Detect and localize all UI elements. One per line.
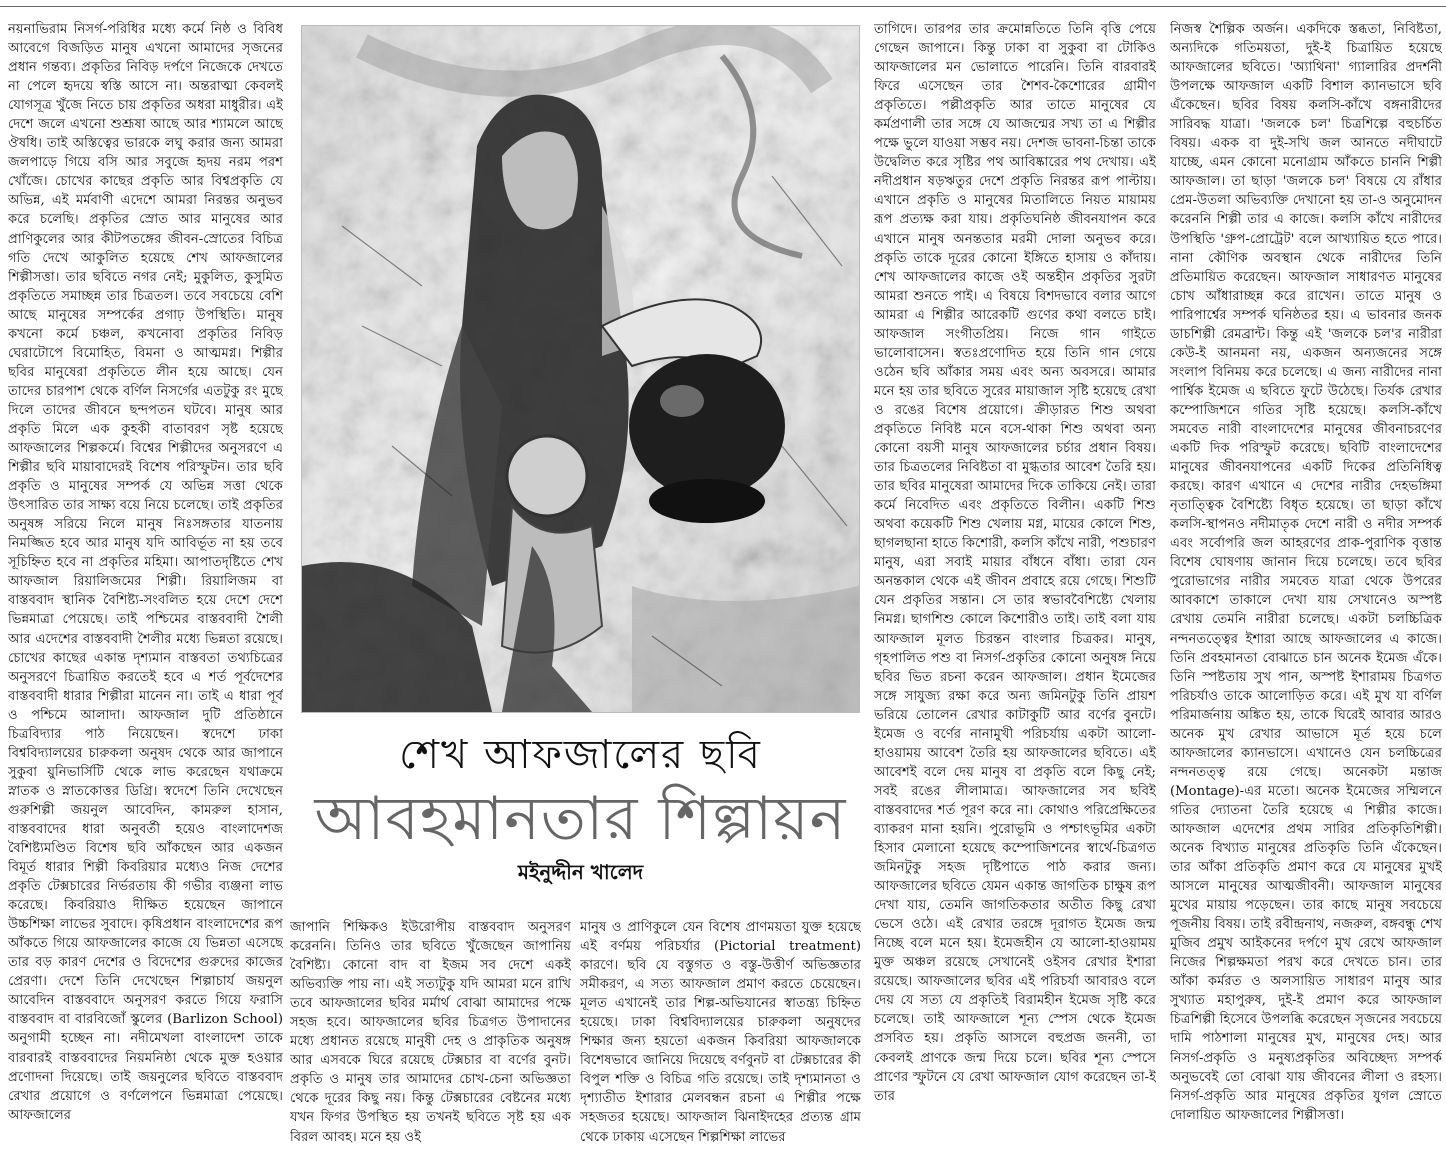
top-rule bbox=[0, 6, 1446, 7]
article-title-line-2: আবহমানতার শিল্পায়ন bbox=[314, 784, 847, 854]
article-author: মইনুদ্দীন খালেদ bbox=[517, 860, 644, 884]
article-column-3 bbox=[580, 918, 861, 1144]
painting-graphic bbox=[302, 26, 859, 712]
column-2-text: জাপানি শিক্ষিকও ইউরোপীয় বাস্তববাদ অনুসরণ করেননি। তিনিও তার ছবিতে খুঁজেছেন জাপানিয় বৈশিষ্ট্য। কোনো বাদ বা ইজম সব দেশে একই অভিব্যক্তি পায় না। এই সত্যটুকু যদি আমরা মনে রাখি তবে আফজালের ছবির মর্মার্থ বোঝা আমাদের পক্ষে সহজ হবে। আফজালের ছবির চিত্রগত উপাদানের মধ্যে প্রধানত রয়েছে মানুষী দেহ ও প্রাকৃতিক অনুষঙ্গ আর এসবকে ঘিরে রয়েছে টেক্সচার বা বর্ণের বুনট। প্রকৃতি ও মানুষ তার আমাদের চোখ-চেনা অভিজ্ঞতা থেকে দূরের কিছু নয়। কিন্তু টেক্সচারের বেষ্টনের মধ্যে যখন ফিগর উপস্থিত হয় তখনই ছবিতে সৃষ্ট হয় এক বিরল আবহ। মনে হয় ওই bbox=[290, 920, 571, 1144]
column-1-text: নয়নাভিরাম নিসর্গ-পরিধির মধ্যে কর্মে নিষ্ঠ ও বিবিধ আবেগে বিজড়িত মানুষ এখনো আমাদের সৃজনের প্রধান গন্তব্য। প্রকৃতির নিবিড় দর্পণে নিজেকে দেখতে না পেলে হৃদয়ে স্বস্তি আসে না। অন্তরাত্মা কেবলই যোগসূত্র খুঁজে নিতে চায় প্রকৃতির অধরা মাধুরীর। এই দেশে জলে এখনো শুশ্রূষা আছে আর শ্যামলে আছে ঔষধি। তাই অস্তিত্বের ভারকে লঘু করার জন্য আমরা জলপাড়ে গিয়ে বসি আর সবুজে হৃদয় নরম পরশ খোঁজে। চোখের কাছের প্রকৃতি আর বিশ্বপ্রকৃতি যে অভিন্ন, এই মর্মবাণী এদেশে আমরা নিরন্তর অনুভব করে চলেছি। প্রকৃতির স্রোত আর মানুষের আর প্রাণিকুলের আর কীটপতঙ্গের জীবন-স্রোতের বিচিত্র গতি দেখে আকুলিত হয়েছে শেখ আফজালের শিল্পীসত্তা। তার ছবিতে নগর নেই; মুকুলিত, কুসুমিত প্রকৃতিতে সমাচ্ছন্ন তার চিত্রতল। তবে সবচেয়ে বেশি আছে মানুষের সম্পর্কের প্রগাঢ় উপস্থিতি। মানুষ কখনো কর্মে চঞ্চল, কখনোবা প্রকৃতির নিবিড় ঘেরাটোপে বিমোহিত, বিমনা ও আত্মমগ্ন। শিল্পীর ছবির মানুষেরা প্রকৃতিতে লীন হয়ে আছে। যেন তাদের চারপাশ থেকে বর্ণিল নিসর্গের এতটুকু রং মুছে দিলে তাদের জীবনে ছন্দপতন ঘটবে। মানুষ আর প্রকৃতি মিলে এক কুহকী বাতাবরণ সৃষ্ট হয়েছে আফজালের শিল্পকর্মে। বিশ্বের শিল্পীদের অনুসরণে এ শিল্পীর ছবি মায়াবাদেরই বিশেষ পরিস্ফুটন। তার ছবি প্রকৃতি ও মানুষের সম্পর্ক যে অভিন্ন সত্তা থেকে উৎসারিত তার সাক্ষ্য বয়ে নিয়ে চলেছে। তাই প্রকৃতির অনুষঙ্গ সরিয়ে নিলে মানুষ নিঃসঙ্গতার যাতনায় নিমজ্জিত হবে আর মানুষ যদি আবির্ভূত না হয় তবে সূচিহ্নিত হবে না প্রকৃতির মহিমা। আপাতদৃষ্টিতে শেখ আফজাল রিয়ালিজমের শিল্পী। রিয়ালিজম বা বাস্তববাদ স্থানিক বৈশিষ্ট্য-সংবলিত হয়ে দেশে দেশে ভিন্নমাত্রা পেয়েছে। তাই পশ্চিমের বাস্তববাদী শৈলী আর এদেশের বাস্তববাদী শৈলীর মধ্যে ভিন্নতা রয়েছে। চোখের কাছের একান্ত দৃশ্যমান বাস্তবতা তথ্যচিত্রের অনুসরণে চিত্রায়িত করতেই হবে এ শর্ত পূর্বদেশের বাস্তববাদী ধারার শিল্পীরা মানেন না। তাই এ ধারা পূর্ব ও পশ্চিমে আলাদা। আফজাল দুটি প্রতিষ্ঠানে চিত্রবিদ্যার পাঠ নিয়েছেন। স্বদেশে ঢাকা বিশ্ববিদ্যালয়ের চারুকলা অনুষদ থেকে আর জাপানে সুকুবা য়ুনিভার্সিটি থেকে লাভ করেছেন যথাক্রমে স্নাতক ও স্নাতকোত্তর ডিগ্রি। স্বদেশে তিনি দেখেছেন গুরুশিল্পী জয়নুল আবেদিন, কামরুল হাসান, বাস্তববাদের ধারা অনুবর্তী হয়েও বাংলাদেশজ বৈশিষ্ট্যমণ্ডিত বিশেষ ছবি আঁকছেন আর একজন বিমূর্ত ধারার শিল্পী কিবরিয়ার মধ্যেও নিজ দেশের প্রকৃতি টেক্সচারের নির্ভরতায় কী গভীর ব্যঞ্জনা লাভ করেছে। কিবরিয়াও দীক্ষিত হয়েছেন জাপানে উচ্চশিক্ষা লাভের সুবাদে। কৃষিপ্রধান বাংলাদেশের রূপ আঁকতে গিয়ে আফজালের কাজে যে ভিন্নতা এসেছে তার বড় কারণ দেশের ও বিদেশের গুরুদের কাজের প্রেরণা। দেশে তিনি দেখেছেন শিল্পাচার্য জয়নুল আবেদিন বাস্তববাদে অনুসরণ করতে গিয়ে ফরাসি বাস্তববাদ বা বারবিজোঁ স্কুলের (Barlizon School) অনুগামী হচ্ছেন না। নদীমেখলা বাংলাদেশ তাকে বারবারই বাস্তববাদের নিয়মনিষ্ঠা থেকে মুক্ত হওয়ার প্রণোদনা দিয়েছে। তাই জয়নুলের ছবিতে বাস্তববাদ রেখার প্রয়োগে ও বর্ণলেপনে ভিন্নমাত্রা পেয়েছে। আফজালের bbox=[8, 22, 283, 1123]
column-5-text: নিজস্ব শৈল্পিক অর্জন। একদিকে স্তব্ধতা, নিবিষ্টতা, অন্যদিকে গতিময়তা, দুই-ই চিত্রায়িত হয়েছে আফজালের ছবিতে। 'অ্যাথিনা' গ্যালারির প্রদর্শনী উপলক্ষে আফজাল একটি বিশাল ক্যানভাসে ছবি এঁকেছেন। ছবির বিষয় কলসি-কাঁখে বঙ্গনারীদের সারিবদ্ধ যাত্রা। 'জলকে চল' চিত্রশিল্পে বহুচর্চিত বিষয়। একক বা দুই-সখি জল আনতে নদীঘাটে যাচ্ছে, এমন কোনো মনোগ্রাম আঁকতে চাননি শিল্পী আফজাল। তা ছাড়া 'জলকে চল' বিষয়ে যে রাঁধার প্রেম-উতলা অভিব্যক্তি দেখানো হয় তা-ও অনুমোদন করেননি শিল্পী তার এ কাজে। কলসি কাঁখে নারীদের উপস্থিতি 'গ্রুপ-প্রোট্রেট' বলে আখ্যায়িত হতে পারে। নানা কৌণিক অবস্থান থেকে নারীদের তিনি প্রতিমায়িত করেছেন। আফজাল সাধারণত মানুষের চোখ আঁধারাচ্ছন্ন করে রাখেন। তাতে মানুষ ও পারিপার্শ্বের সম্পর্ক ঘনিষ্ঠতর হয়। এ ভাবনার জনক ডাচশিল্পী রেমব্রান্ট। কিন্তু এই 'জলকে চল'র নারীরা কেউ-ই আনমনা নয়, একজন অন্যজনের সঙ্গে সংলাপ বিনিময় করে চলেছে। এ জন্য নারীদের নানা পার্শ্বিক ইমেজ এ ছবিতে ফুটে উঠেছে। তির্যক রেখার কম্পোজিশনে গতির সৃষ্টি হয়েছে। কলসি-কাঁখে সমবেত নারী বাংলাদেশের মানুষের জীবনাচরণের একটি দিক পরিস্ফুট করেছে। ছবিটি বাংলাদেশের মানুষের জীবনযাপনের একটি দিকের প্রতিনিধিত্ব করছে। কারণ এখানে এ দেশের নারীর দেহভঙ্গিমা নৃতাত্ত্বিক বৈশিষ্ট্যে বিধৃত হয়েছে। তা ছাড়া কাঁখে কলসি-স্থাপনও নদীমাতৃক দেশে নারী ও নদীর সম্পর্ক এবং সর্বোপরি জল আহরণের প্রাক-পুরাণিক বৃত্তান্ত বিশেষ ঘোষণায় জানান দিয়ে চলেছে। তবে ছবির পুরোভাগের নারীর সমবেত যাত্রা থেকে উপরের আবকাশে তাকালে দেখা যায় সেখানেও অস্পষ্ট রেখায় তেমনি নারীরা চলেছে। একটা চলচ্চিত্রিক নন্দনতত্ত্বের ইশারা আছে আফজালের এ কাজে। তিনি প্রবহমানতা বোঝাতে চান অনেক ইমেজ এঁকে। তিনি স্পষ্টতায় সুখ পান, অস্পষ্ট ইশারাময় চিত্রগত পরিচর্যাও তাকে আলোড়িত করে। এই মুখ যা বর্ণিল পরিমার্জনায় অঙ্কিত হয়, তাকে ঘিরেই আবার আরও অনেক মুখ রেখার আভাসে মূর্ত হয়ে চলে আফজালের ক্যানভাসে। এখানেও যেন চলচ্চিত্রের নন্দনতত্ত্ব রয়ে গেছে। অনেকটা মন্তাজ (Montage)-এর মতো। অনেক ইমেজের সম্মিলনে গতির দ্যোতনা তৈরি হয়েছে এ শিল্পীর কাজে। আফজাল এদেশের প্রথম সারির প্রতিকৃতিশিল্পী। অনেক বিখ্যাত মানুষের প্রতিকৃতি তিনি এঁকেছেন। তার আঁকা প্রতিকৃতি প্রমাণ করে যে মানুষের মুখই আসলে মানুষের আত্মজীবনী। আফজাল মানুষের মুখের মায়ায় পড়েছেন। তার কাছে মানুষ সবচেয়ে পূজনীয় বিষয়। তাই রবীন্দ্রনাথ, নজরুল, বঙ্গবন্ধু শেখ মুজিব প্রমুখ আইকনের দর্পণে মুখ রেখে আফজাল নিজের শিল্পক্ষমতা পরখ করে দেখতে চান। তার আঁকা কর্মরত ও অলসায়িত সাধারণ মানুষ আর সুখ্যাত মহাপুরুষ, দুই-ই প্রমাণ করে আফজাল চিত্রশিল্পী হিসেবে উপলব্ধি করেছেন সৃজনের সবচেয়ে দামি পাঠশালা মানুষের মুখ, মানুষের দেহ। আর নিসর্গ-প্রকৃতি ও মনুষ্যপ্রকৃতির অবিচ্ছেদ্য সম্পর্ক অনুভবেই তো বোঝা যায় জীবনের লীলা ও রহস্য। নিসর্গ-প্রকৃতি আর মানুষের প্রকৃতির যুগল স্রোতে দোলায়িত আফজালের শিল্পীসত্তা। bbox=[1170, 22, 1442, 1123]
article-column-4 bbox=[874, 20, 1156, 1144]
article-column-1 bbox=[8, 20, 283, 1144]
article-title-line-1: শেখ আফজালের ছবি bbox=[399, 732, 762, 778]
column-4-text: তাগিদে। তারপর তার ক্রমোন্নতিতে তিনি বৃত্তি পেয়ে গেছেন জাপানে। কিন্তু ঢাকা বা সুকুবা বা টোকিও আফজালের মন ভোলাতে পারেনি। তিনি বারবারই ফিরে এসেছেন তার শৈশব-কৈশোরের গ্রামীণ প্রকৃতিতে। পল্লীপ্রকৃতি আর তাতে মানুষের যে কর্মপ্রণালী তার সঙ্গে যে আজন্মের সখ্য তা এ শিল্পীর পক্ষে ভুলে যাওয়া সম্ভব নয়। দেশজ ভাবনা-চিন্তা তাকে উদ্বেলিত করে সৃষ্টির পথ আবিষ্কারের পথ দেখায়। এই নদীপ্রধান ষড়ঋতুর দেশে প্রকৃতি নিরন্তর রূপ পাল্টায়। এখানে প্রকৃতি ও মানুষের মিতালিতে নিয়ত মায়াময় রূপ প্রত্যক্ষ করা যায়। প্রকৃতিঘনিষ্ঠ জীবনযাপন করে এখানে মানুষ অনন্ততার মরমী দোলা অনুভব করে। প্রকৃতি তাকে দূরের কোনো ইঙ্গিতে হাসায় ও কাঁদায়। শেখ আফজালের কাজে ওই অন্তহীন প্রকৃতির সুরটা আমরা শুনতে পাই। এ বিষয়ে বিশদভাবে বলার আগে আমরা এ শিল্পীর আরেকটি গুণের কথা বলতে চাই। আফজাল সংগীতপ্রিয়। নিজে গান গাইতে ভালোবাসেন। স্বতঃপ্রণোদিত হয়ে তিনি গান গেয়ে ওঠেন ছবি আঁকার সময় এবং অন্য অবসরে। আমার মনে হয় তার ছবিতে সুরের মায়াজাল সৃষ্টি হয়েছে রেখা ও রঙের বিশেষ প্রয়োগে। ক্রীড়ারত শিশু অথবা প্রকৃতিতে নিবিষ্ট মনে বসে-থাকা শিশু অথবা অন্য কোনো বয়সী মানুষ আফজালের চর্চার প্রধান বিষয়। তার চিত্রতলের নিবিষ্টতা বা মুগ্ধতার আবেশ তৈরি হয়। তার ছবির মানুষেরা আমাদের দিকে তাকিয়ে নেই। তারা কর্মে নিবেদিত এবং প্রকৃতিতে বিলীন। একটি শিশু অথবা কয়েকটি শিশু খেলায় মগ্ন, মায়ের কোলে শিশু, ছাগলছানা হাতে কিশোরী, কলসি কাঁখে নারী, পশুচারণ মানুষ, এরা সবাই মায়ার বাঁধনে বাঁধা। তারা যেন অনন্তকাল থেকে এই জীবন প্রবাহে রয়ে গেছে। শিশুটি যেন প্রকৃতির সন্তান। সে তার স্বভাববৈশিষ্ট্যে খেলায় নিমগ্ন। ছাগশিশু কোলে কিশোরীও তাই। তাই বলা যায় আফজাল মূলত চিরন্তন বাংলার চিত্রকর। মানুষ, গৃহপালিত পশু বা নিসর্গ-প্রকৃতির কোনো অনুষঙ্গ নিয়ে ছবির ভিত রচনা করেন আফজাল। প্রধান ইমেজের সঙ্গে সাযুজ্য রক্ষা করে অন্য জমিনটুকু তিনি প্রায়শ ভরিয়ে তোলেন রেখার কাটাকুটি আর বর্ণের বুনটে। ইমেজ ও বর্ণের নানামুখী পরিচর্যায় একটা আলো-হাওয়াময় আবেশ তৈরি হয় আফজালের ছবিতে। এই আবেশই বলে দেয় মানুষ বা প্রকৃতি বলে কিছু নেই; সবই রঙের লীলামাত্র। আফজালের সব ছবিই বাস্তববাদের শর্ত পূরণ করে না। কোথাও পরিপ্রেক্ষিতের ব্যাকরণ মানা হয়নি। পুরোভূমি ও পশ্চাৎভূমির একটা হিসাব মেলানো হয়েছে কম্পোজিশনের স্বার্থে-চিত্রগত জমিনটুকু সহজ দৃষ্টিপাতে পাঠ করার জন্য। আফজালের ছবিতে যেমন একান্ত জাগতিক চাক্ষুষ রূপ দেখা যায়, তেমনি জাগতিকতার অতীত কিছু রেখা ভেসে ওঠে। এই রেখার তরঙ্গে দূরাগত ইমেজ জন্ম নিচ্ছে বলে মনে হয়। ইমেজহীন যে আলো-হাওয়াময় মুক্ত অঞ্চল রয়েছে সেখানেই ওইসব রেখার ইশারা রয়েছে। আফজালের ছবির এই পরিচর্যা আবারও বলে দেয় যে সত্য যে প্রকৃতিই বিরামহীন ইমেজ সৃষ্টি করে চলেছে। তাই আফজালে শূন্য স্পেস থেকে ইমেজ প্রসবিত হয়। প্রকৃতি আসলে বহুপ্রজ জননী, তা কেবলই প্রাণকে জন্ম দিয়ে চলে। ছবির শূন্য স্পেসে প্রাণের স্ফুটনে যে রেখা আফজাল যোগ করেছেন তা-ই তার bbox=[874, 22, 1156, 1104]
article-column-2 bbox=[290, 918, 571, 1144]
column-3-text: মানুষ ও প্রাণিকুলে যেন বিশেষ প্রাণময়তা যুক্ত হয়েছে এই বর্ণময় পরিচর্যার (Pictorial treatment) কারণে। ছবি যে বস্তুগত ও বস্তু-উত্তীর্ণ অভিজ্ঞতার সমীকরণ, এ সত্য আফজাল প্রমাণ করতে চেয়েছেন। মূলত এখানেই তার শিল্প-অভিযানের স্বাতন্ত্র্য চিহ্নিত হয়েছে। ঢাকা বিশ্ববিদ্যালয়ের চারুকলা অনুষদের শিক্ষার জন্য হয়তো একজন কিবরিয়া আফজালকে বিশেষভাবে জানিয়ে দিয়েছে বর্ণবুনট বা টেক্সচারের কী বিপুল শক্তি ও বিচিত্র গতি রয়েছে। তাই দৃশ্যমানতা ও দৃশ্যাতীত ইশারার মেলবন্ধন রচনা এ শিল্পীর পক্ষে সহজতর হয়েছে। আফজাল ঝিনাইদহের প্রত্যন্ত গ্রাম থেকে ঢাকায় এসেছেন শিল্পশিক্ষা লাভের bbox=[580, 920, 861, 1144]
article-column-5 bbox=[1170, 20, 1442, 1144]
painting-image bbox=[301, 25, 860, 713]
